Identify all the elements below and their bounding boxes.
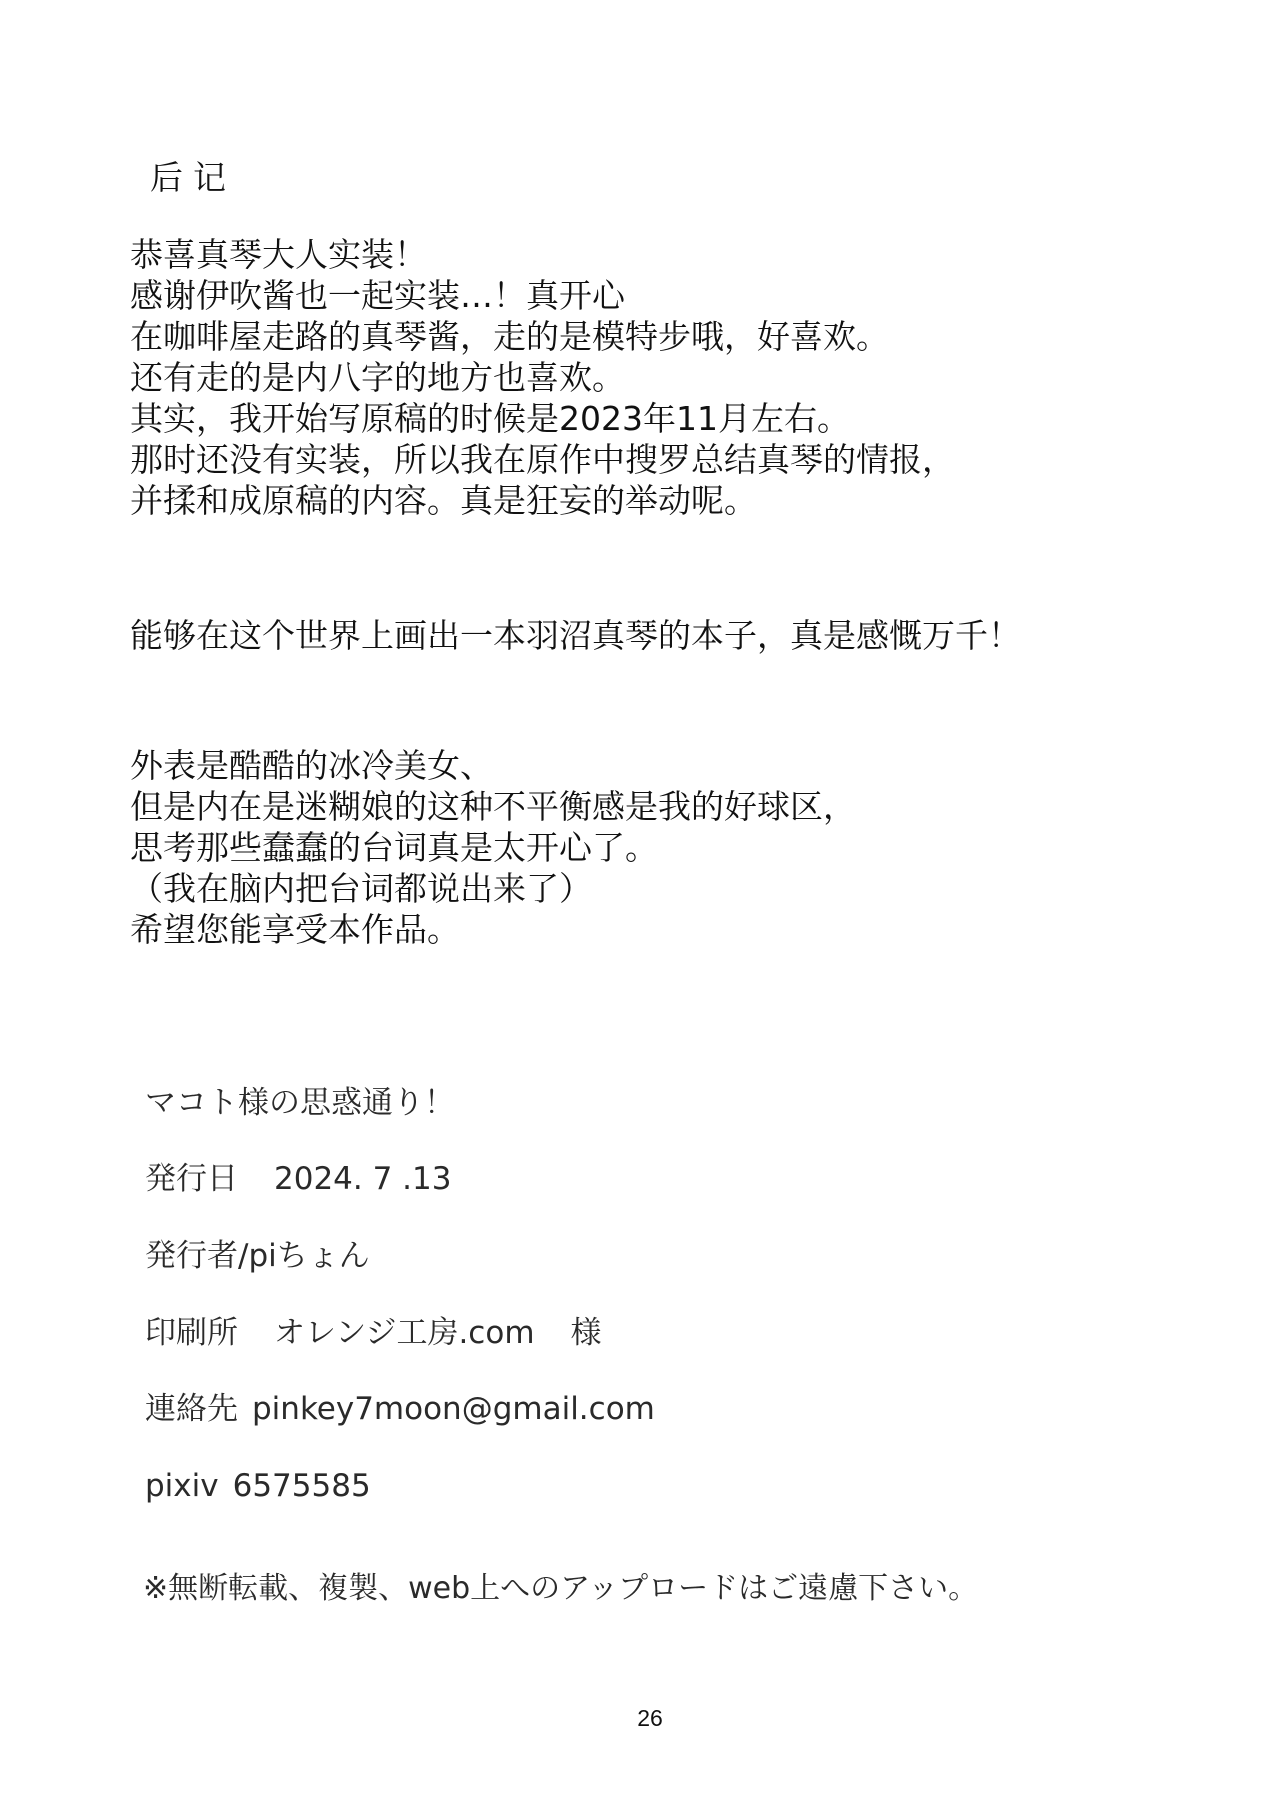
colophon-publisher: 発行者/piちょん xyxy=(145,1238,370,1274)
text-line: 希望您能享受本作品。 xyxy=(130,910,460,949)
contact-label: 連絡先 xyxy=(145,1391,238,1427)
text-line: 感谢伊吹酱也一起实装…！真开心 xyxy=(130,276,625,315)
colophon-release-date xyxy=(145,1160,451,1198)
colophon-book-title: マコト様の思惑通り！ xyxy=(145,1085,455,1121)
page-number: 26 xyxy=(637,1705,663,1731)
text-line: 还有走的是内八字的地方也喜欢。 xyxy=(130,358,625,397)
text-line: 思考那些蠢蠢的台词真是太开心了。 xyxy=(130,828,658,867)
printer-suffix: 様 xyxy=(570,1315,602,1351)
printer-value: オレンジ工房.com xyxy=(274,1315,535,1351)
colophon-pixiv xyxy=(145,1467,371,1505)
contact-email: pinkey7moon@gmail.com xyxy=(252,1391,655,1427)
release-date-label: 発行日 xyxy=(145,1161,238,1197)
afterword-paragraph-2 xyxy=(130,615,1021,656)
text-line: 并揉和成原稿的内容。真是狂妄的举动呢。 xyxy=(130,481,757,520)
pixiv-label: pixiv xyxy=(145,1468,219,1504)
printer-label: 印刷所 xyxy=(145,1315,238,1351)
text-line: 但是内在是迷糊娘的这种不平衡感是我的好球区， xyxy=(130,787,856,826)
colophon-printer xyxy=(145,1314,602,1352)
text-line: （我在脑内把台词都说出来了） xyxy=(130,869,592,908)
release-date-value: 2024. 7 .13 xyxy=(274,1161,452,1197)
text-line: 其实，我开始写原稿的时候是2023年11月左右。 xyxy=(130,399,850,438)
colophon-copyright-notice: ※無断転載、複製、web上へのアップロードはご遠慮下さい。 xyxy=(143,1571,979,1606)
text-line: 恭喜真琴大人实装！ xyxy=(130,235,427,274)
text-line: 外表是酷酷的冰冷美女、 xyxy=(130,746,493,785)
text-line: 能够在这个世界上画出一本羽沼真琴的本子，真是感慨万千！ xyxy=(130,616,1021,655)
pixiv-id: 6575585 xyxy=(232,1468,371,1504)
text-line: 在咖啡屋走路的真琴酱，走的是模特步哦，好喜欢。 xyxy=(130,317,889,356)
afterword-paragraph-3 xyxy=(130,745,856,950)
colophon-contact xyxy=(145,1390,655,1428)
text-line: 那时还没有实装，所以我在原作中搜罗总结真琴的情报， xyxy=(130,440,955,479)
afterword-heading: 后记 xyxy=(150,158,236,197)
afterword-paragraph-1 xyxy=(130,234,955,521)
